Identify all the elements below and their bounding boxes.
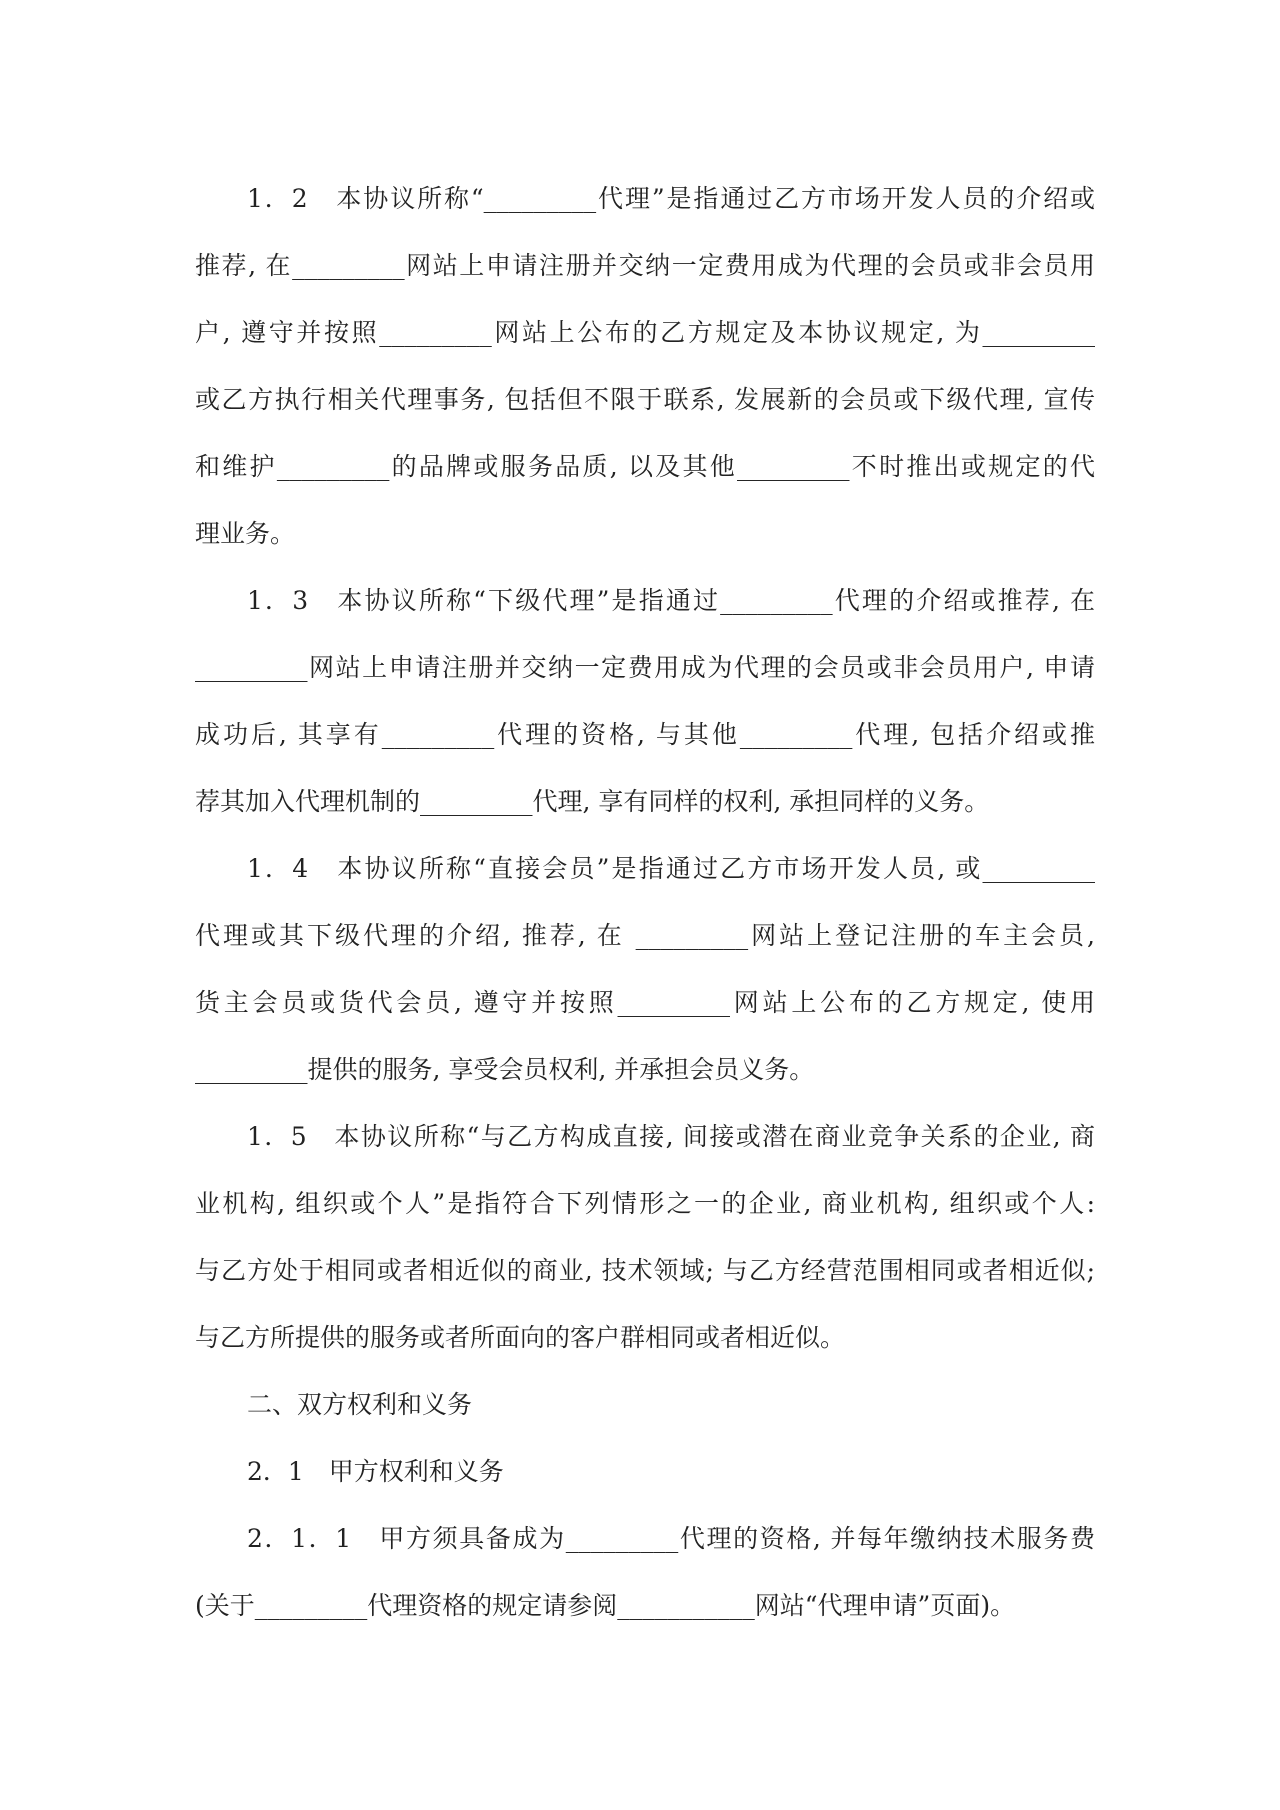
text-line: 和维护_________的品牌或服务品质, 以及其他_________不时推出或规定的代 (195, 452, 1095, 481)
clause-1-2 (195, 165, 1095, 567)
clause-1-3 (195, 567, 1095, 835)
text-line: (关于_________代理资格的规定请参阅___________网站“代理申请”页面)。 (195, 1591, 1016, 1620)
document-page (195, 165, 1095, 1639)
text-line: 代理或其下级代理的介绍, 推荐, 在 _________网站上登记注册的车主会员, (195, 921, 1095, 950)
text-line: 1．4 本协议所称“直接会员”是指通过乙方市场开发人员, 或_________ (247, 854, 1095, 883)
clause-1-5 (195, 1103, 1095, 1371)
text-line: _________网站上申请注册并交纳一定费用成为代理的会员或非会员用户, 申请 (195, 653, 1095, 682)
text-line: 或乙方执行相关代理事务, 包括但不限于联系, 发展新的会员或下级代理, 宣传 (195, 385, 1095, 414)
section-heading: 二、双方权利和义务 (247, 1390, 473, 1419)
text-line: 与乙方所提供的服务或者所面向的客户群相同或者相近似。 (195, 1323, 846, 1352)
text-line: _________提供的服务, 享受会员权利, 并承担会员义务。 (195, 1055, 815, 1084)
text-line: 与乙方处于相同或者相近似的商业, 技术领域; 与乙方经营范围相同或者相近似; (195, 1256, 1095, 1285)
text-line: 1．3 本协议所称“下级代理”是指通过_________代理的介绍或推荐, 在 (247, 586, 1095, 615)
text-line: 1．5 本协议所称“与乙方构成直接, 间接或潜在商业竞争关系的企业, 商 (247, 1122, 1095, 1151)
text-line: 理业务。 (195, 519, 296, 548)
text-line: 成功后, 其享有_________代理的资格, 与其他_________代理, 包括介绍或推 (195, 720, 1095, 749)
text-line: 2．1．1 甲方须具备成为_________代理的资格, 并每年缴纳技术服务费 (247, 1524, 1095, 1553)
text-line: 1．2 本协议所称“_________代理”是指通过乙方市场开发人员的介绍或 (247, 184, 1095, 213)
text-line: 业机构, 组织或个人”是指符合下列情形之一的企业, 商业机构, 组织或个人: (195, 1189, 1095, 1218)
section-2-heading (195, 1371, 1095, 1438)
text-line: 户, 遵守并按照_________网站上公布的乙方规定及本协议规定, 为_________ (195, 318, 1095, 347)
subsection-heading: 2．1 甲方权利和义务 (247, 1457, 504, 1486)
text-line: 货主会员或货代会员, 遵守并按照_________网站上公布的乙方规定, 使用 (195, 988, 1095, 1017)
text-line: 荐其加入代理机制的_________代理, 享有同样的权利, 承担同样的义务。 (195, 787, 990, 816)
clause-1-4 (195, 835, 1095, 1103)
clause-2-1-1 (195, 1505, 1095, 1639)
clause-2-1 (195, 1438, 1095, 1505)
text-line: 推荐, 在_________网站上申请注册并交纳一定费用成为代理的会员或非会员用 (195, 251, 1095, 280)
